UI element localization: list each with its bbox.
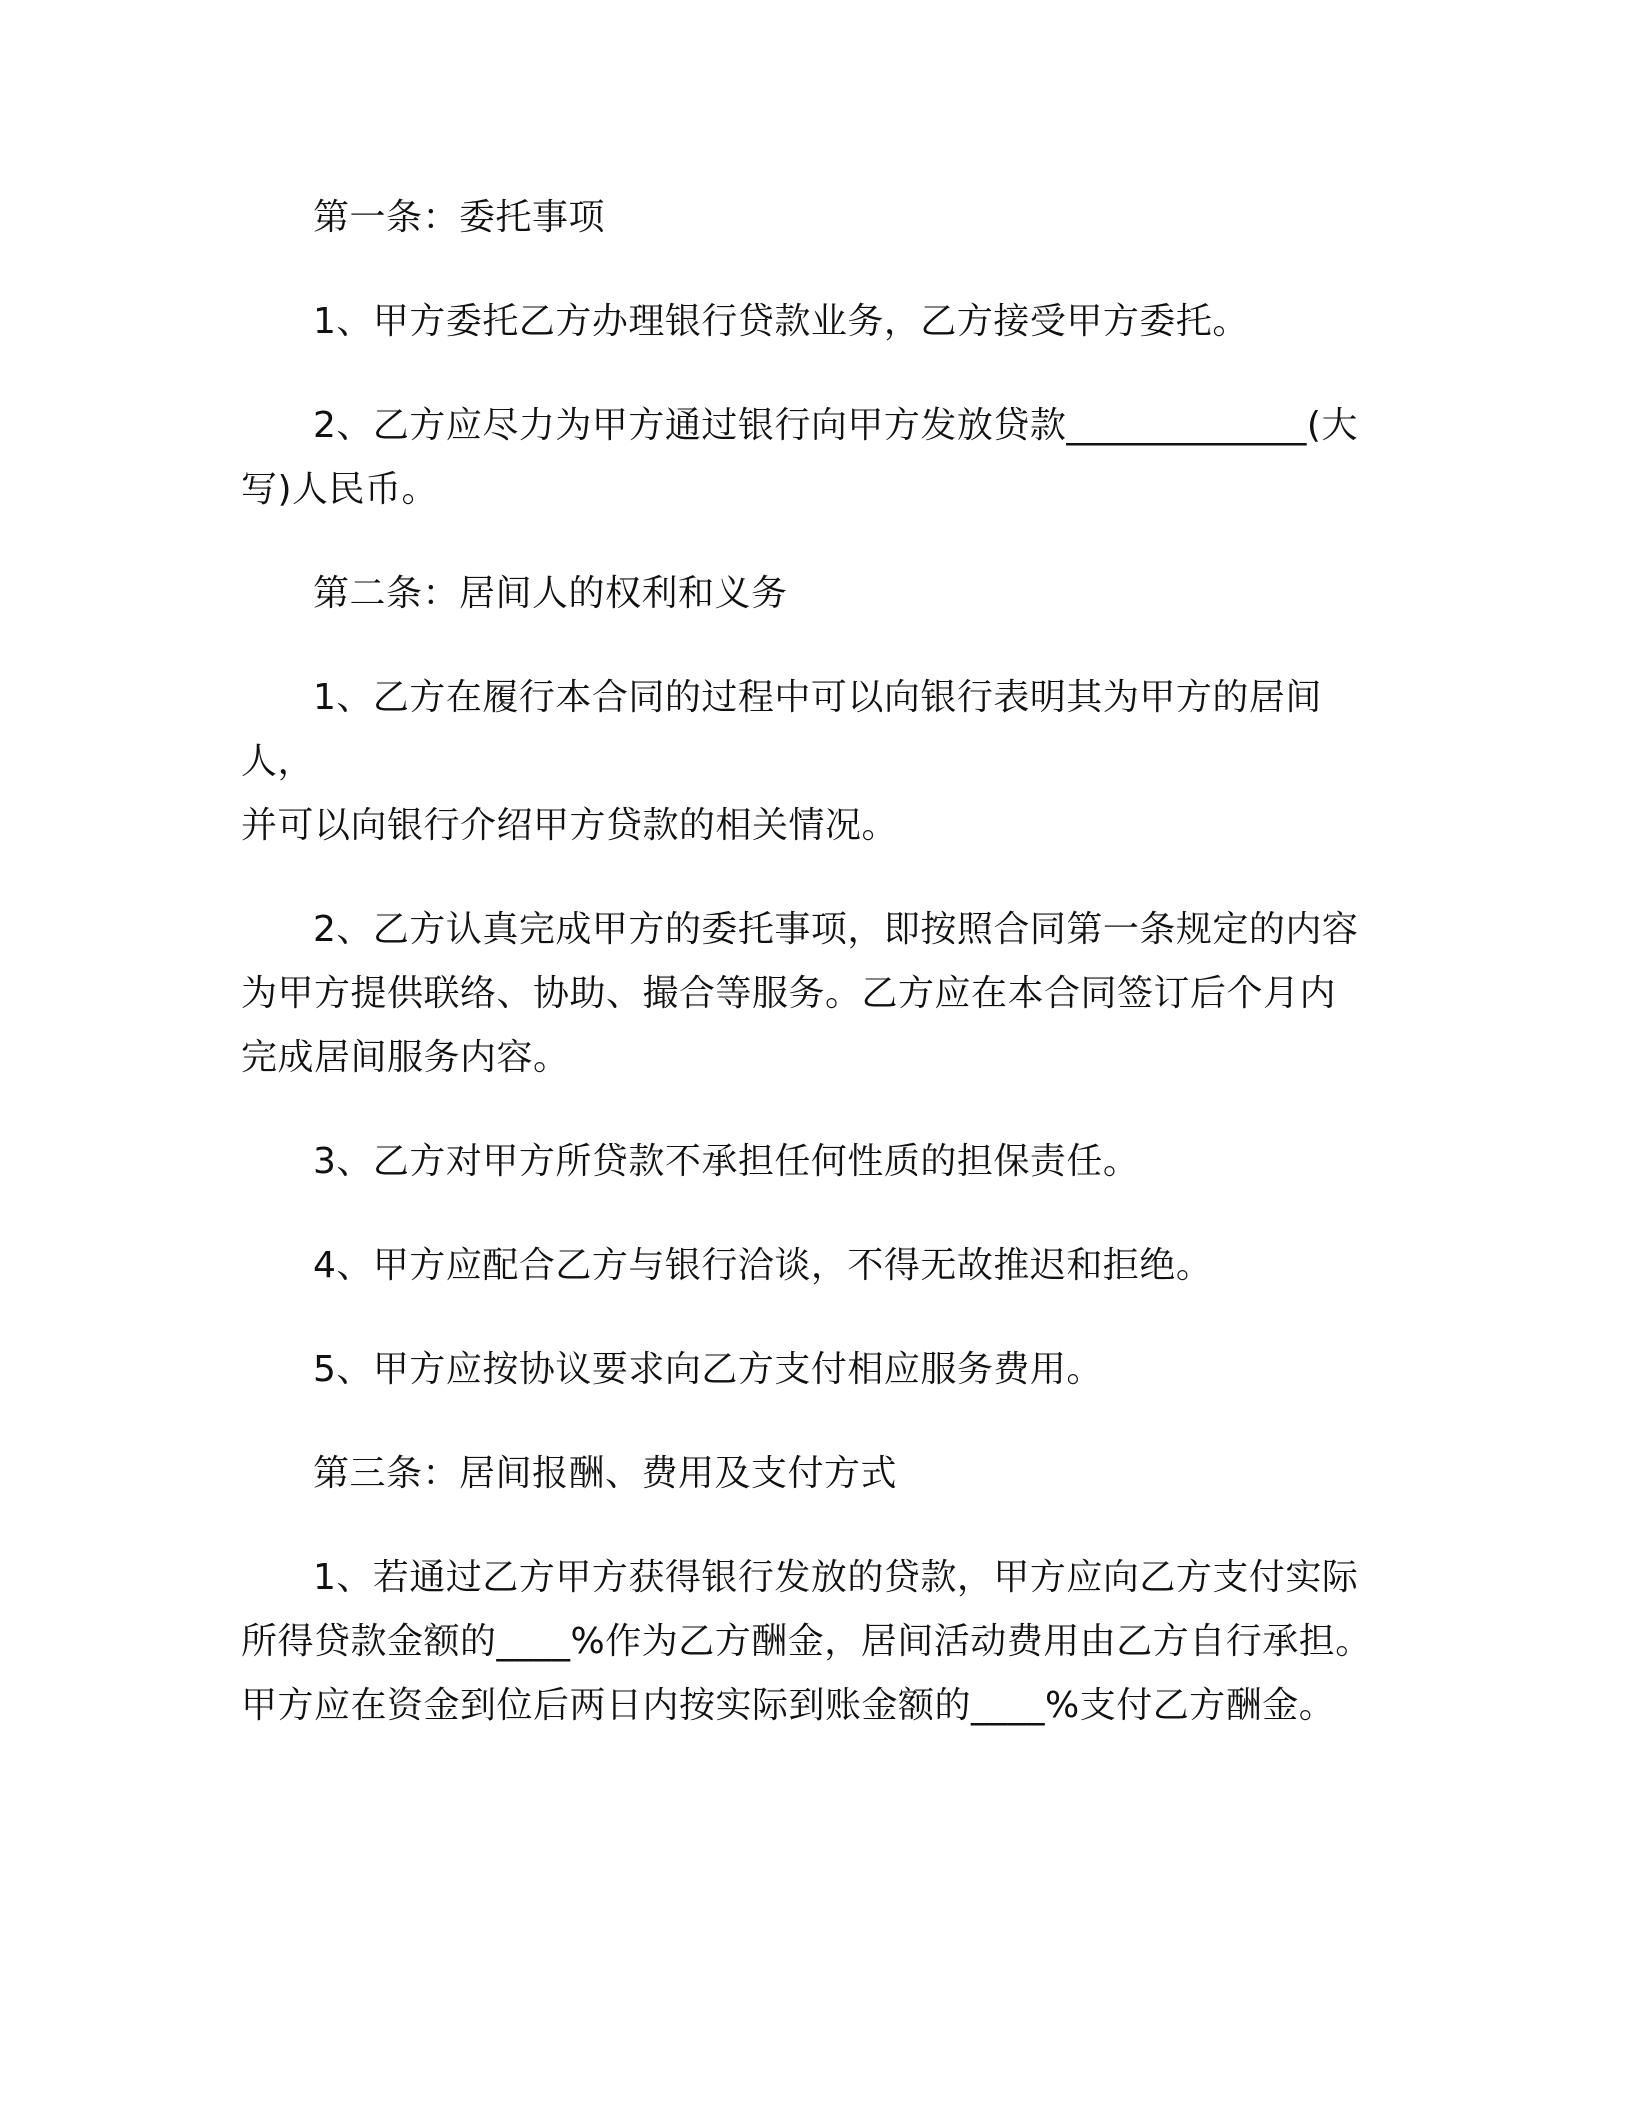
section-1-item-2	[241, 394, 1391, 522]
section-2-item-3-line-1: 3、乙方对甲方所贷款不承担任何性质的担保责任。	[313, 1141, 1140, 1182]
section-1-item-1-line-1: 1、甲方委托乙方办理银行贷款业务，乙方接受甲方委托。	[313, 301, 1249, 342]
section-3-item-1	[241, 1546, 1391, 1738]
section-3-item-1-line-2: 所得贷款金额的____%作为乙方酬金，居间活动费用由乙方自行承担。	[241, 1621, 1372, 1662]
section-2-item-1	[241, 666, 1391, 858]
section-2-item-4	[241, 1234, 1391, 1298]
section-3-item-1-line-1: 1、若通过乙方甲方获得银行发放的贷款，甲方应向乙方支付实际	[313, 1557, 1359, 1598]
section-3-heading-text: 第三条：居间报酬、费用及支付方式	[313, 1453, 898, 1494]
section-2-item-3	[241, 1130, 1391, 1194]
section-3-item-1-line-3: 甲方应在资金到位后两日内按实际到账金额的____%支付乙方酬金。	[241, 1685, 1336, 1726]
section-1-item-1	[241, 290, 1391, 354]
section-2-item-4-line-1: 4、甲方应配合乙方与银行洽谈，不得无故推迟和拒绝。	[313, 1245, 1213, 1286]
section-2-item-2-line-2: 为甲方提供联络、协助、撮合等服务。乙方应在本合同签订后个月内	[241, 973, 1337, 1014]
section-1-item-2-line-2: 写)人民币。	[241, 469, 439, 510]
section-2-heading-text: 第二条：居间人的权利和义务	[313, 573, 788, 614]
section-2-item-1-line-2: 并可以向银行介绍甲方贷款的相关情况。	[241, 805, 899, 846]
section-1-heading	[241, 186, 1391, 250]
section-2-item-2-line-1: 2、乙方认真完成甲方的委托事项，即按照合同第一条规定的内容	[313, 909, 1359, 950]
section-3-heading	[241, 1442, 1391, 1506]
document-body	[241, 186, 1391, 1778]
section-2-item-5-line-1: 5、甲方应按协议要求向乙方支付相应服务费用。	[313, 1349, 1103, 1390]
section-2-item-1-line-1: 1、乙方在履行本合同的过程中可以向银行表明其为甲方的居间人，	[241, 677, 1322, 782]
section-2-item-2-line-3: 完成居间服务内容。	[241, 1037, 570, 1078]
section-2-item-5	[241, 1338, 1391, 1402]
section-2-heading	[241, 562, 1391, 626]
section-2-item-2	[241, 898, 1391, 1090]
section-1-item-2-line-1: 2、乙方应尽力为甲方通过银行向甲方发放贷款_____________(大	[313, 405, 1358, 446]
section-1-heading-text: 第一条：委托事项	[313, 197, 606, 238]
